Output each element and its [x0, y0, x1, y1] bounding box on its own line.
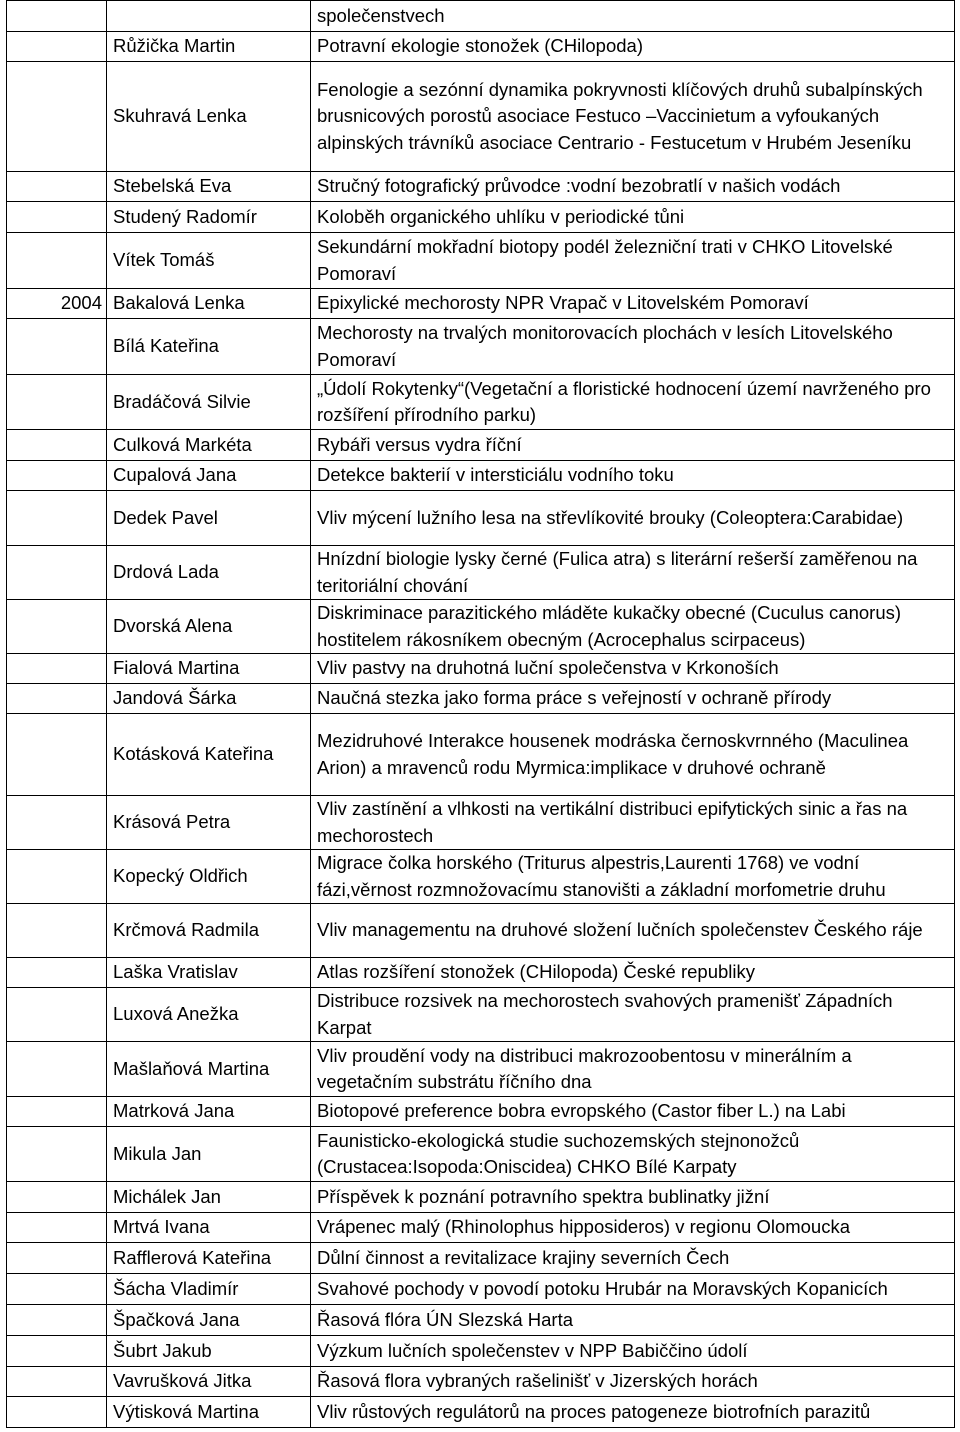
author-name: Špačková Jana	[107, 1305, 311, 1336]
author-name: Krčmová Radmila	[107, 904, 311, 958]
year-cell	[7, 172, 107, 202]
thesis-title: Vliv proudění vody na distribuci makrozoobentosu v minerálním a vegetačním substrátu říčního dna	[311, 1042, 955, 1097]
year-cell	[7, 958, 107, 988]
year-cell	[7, 1182, 107, 1213]
table-row	[7, 1367, 955, 1397]
author-name: Kopecký Oldřich	[107, 850, 311, 904]
author-name: Bílá Kateřina	[107, 319, 311, 375]
table-row	[7, 32, 955, 62]
author-name: Drdová Lada	[107, 546, 311, 600]
year-cell	[7, 1397, 107, 1428]
thesis-title: Důlní činnost a revitalizace krajiny severních Čech	[311, 1243, 955, 1274]
author-name: Růžička Martin	[107, 32, 311, 62]
thesis-title: Atlas rozšíření stonožek (CHilopoda) České republiky	[311, 958, 955, 988]
table-row	[7, 1274, 955, 1305]
year-cell	[7, 375, 107, 430]
thesis-title: Biotopové preference bobra evropského (Castor fiber L.) na Labi	[311, 1097, 955, 1127]
thesis-title: Výzkum lučních společenstev v NPP Babiččino údolí	[311, 1336, 955, 1367]
thesis-title: Epixylické mechorosty NPR Vrapač v Litovelském Pomoraví	[311, 289, 955, 319]
year-cell: 2004	[7, 289, 107, 319]
thesis-title: Distribuce rozsivek na mechorostech svahových pramenišť Západních Karpat	[311, 988, 955, 1042]
author-name: Luxová Anežka	[107, 988, 311, 1042]
year-cell	[7, 319, 107, 375]
thesis-title: Vliv pastvy na druhotná luční společenstva v Krkonoších	[311, 654, 955, 684]
year-cell	[7, 600, 107, 654]
table-row	[7, 62, 955, 172]
year-cell	[7, 1336, 107, 1367]
table-row	[7, 1243, 955, 1274]
author-name: Michálek Jan	[107, 1182, 311, 1213]
table-row	[7, 319, 955, 375]
table-row	[7, 172, 955, 202]
author-name: Bradáčová Silvie	[107, 375, 311, 430]
thesis-title: Koloběh organického uhlíku v periodické tůni	[311, 202, 955, 233]
year-cell	[7, 32, 107, 62]
author-name: Bakalová Lenka	[107, 289, 311, 319]
year-cell	[7, 491, 107, 546]
author-name: Výtisková Martina	[107, 1397, 311, 1428]
thesis-title: Stručný fotografický průvodce :vodní bezobratlí v našich vodách	[311, 172, 955, 202]
year-cell	[7, 904, 107, 958]
year-cell	[7, 1213, 107, 1243]
author-name: Dedek Pavel	[107, 491, 311, 546]
table-row	[7, 904, 955, 958]
table-row	[7, 491, 955, 546]
author-name: Dvorská Alena	[107, 600, 311, 654]
thesis-title: Vliv zastínění a vlhkosti na vertikální distribuci epifytických sinic a řas na mechorostech	[311, 796, 955, 850]
year-cell	[7, 430, 107, 461]
author-name: Stebelská Eva	[107, 172, 311, 202]
thesis-title: společenstvech	[311, 1, 955, 32]
author-name: Laška Vratislav	[107, 958, 311, 988]
thesis-title: Rybáři versus vydra říční	[311, 430, 955, 461]
thesis-table	[6, 0, 955, 1428]
thesis-title: Mechorosty na trvalých monitorovacích plochách v lesích Litovelského Pomoraví	[311, 319, 955, 375]
table-row	[7, 289, 955, 319]
thesis-table-body	[7, 1, 955, 1428]
thesis-title: Vliv managementu na druhové složení lučních společenstev Českého ráje	[311, 904, 955, 958]
author-name: Fialová Martina	[107, 654, 311, 684]
table-row	[7, 1, 955, 32]
year-cell	[7, 202, 107, 233]
author-name: Vavrušková Jitka	[107, 1367, 311, 1397]
author-name: Skuhravá Lenka	[107, 62, 311, 172]
thesis-title: „Údolí Rokytenky“(Vegetační a floristické hodnocení území navrženého pro rozšíření přírodního parku)	[311, 375, 955, 430]
table-row	[7, 600, 955, 654]
thesis-title: Řasová flóra ÚN Slezská Harta	[311, 1305, 955, 1336]
thesis-title: Řasová flora vybraných rašelinišť v Jizerských horách	[311, 1367, 955, 1397]
table-row	[7, 714, 955, 796]
table-row	[7, 654, 955, 684]
year-cell	[7, 461, 107, 491]
thesis-title: Sekundární mokřadní biotopy podél železniční trati v CHKO Litovelské Pomoraví	[311, 233, 955, 289]
year-cell	[7, 1305, 107, 1336]
table-row	[7, 1182, 955, 1213]
table-row	[7, 546, 955, 600]
year-cell	[7, 1127, 107, 1182]
author-name: Cupalová Jana	[107, 461, 311, 491]
table-row	[7, 988, 955, 1042]
year-cell	[7, 1243, 107, 1274]
table-row	[7, 461, 955, 491]
author-name: Jandová Šárka	[107, 684, 311, 714]
author-name: Šubrt Jakub	[107, 1336, 311, 1367]
year-cell	[7, 1367, 107, 1397]
table-row	[7, 796, 955, 850]
thesis-title: Detekce bakterií v intersticiálu vodního toku	[311, 461, 955, 491]
table-row	[7, 850, 955, 904]
year-cell	[7, 1, 107, 32]
author-name: Šácha Vladimír	[107, 1274, 311, 1305]
author-name: Culková Markéta	[107, 430, 311, 461]
thesis-title: Diskriminace parazitického mláděte kukačky obecné (Cuculus canorus) hostitelem rákosníkem obecným (Acrocephalus scirpaceus)	[311, 600, 955, 654]
thesis-title: Svahové pochody v povodí potoku Hrubár na Moravských Kopanicích	[311, 1274, 955, 1305]
author-name: Matrková Jana	[107, 1097, 311, 1127]
author-name	[107, 1, 311, 32]
author-name: Mrtvá Ivana	[107, 1213, 311, 1243]
table-row	[7, 1042, 955, 1097]
author-name: Vítek Tomáš	[107, 233, 311, 289]
thesis-title: Naučná stezka jako forma práce s veřejností v ochraně přírody	[311, 684, 955, 714]
thesis-title: Potravní ekologie stonožek (CHilopoda)	[311, 32, 955, 62]
year-cell	[7, 546, 107, 600]
thesis-title: Fenologie a sezónní dynamika pokryvnosti klíčových druhů subalpínských brusnicových porostů asociace Festuco –Vaccinietum a vyfoukaných alpinských trávníků asociace Centrario - Festucetum v Hrubém Jeseníku	[311, 62, 955, 172]
year-cell	[7, 1274, 107, 1305]
year-cell	[7, 233, 107, 289]
table-row	[7, 202, 955, 233]
thesis-title: Vrápenec malý (Rhinolophus hipposideros) v regionu Olomoucka	[311, 1213, 955, 1243]
table-row	[7, 430, 955, 461]
year-cell	[7, 796, 107, 850]
table-row	[7, 1305, 955, 1336]
year-cell	[7, 684, 107, 714]
thesis-title: Faunisticko-ekologická studie suchozemských stejnonožců (Crustacea:Isopoda:Oniscidea) CHKO Bílé Karpaty	[311, 1127, 955, 1182]
table-row	[7, 1213, 955, 1243]
table-row	[7, 1127, 955, 1182]
table-row	[7, 1336, 955, 1367]
year-cell	[7, 1042, 107, 1097]
table-row	[7, 233, 955, 289]
author-name: Mikula Jan	[107, 1127, 311, 1182]
author-name: Studený Radomír	[107, 202, 311, 233]
year-cell	[7, 714, 107, 796]
author-name: Rafflerová Kateřina	[107, 1243, 311, 1274]
thesis-title: Hnízdní biologie lysky černé (Fulica atra) s literární rešerší zaměřenou na teritoriální chování	[311, 546, 955, 600]
year-cell	[7, 62, 107, 172]
year-cell	[7, 988, 107, 1042]
author-name: Kotásková Kateřina	[107, 714, 311, 796]
table-row	[7, 1097, 955, 1127]
table-row	[7, 958, 955, 988]
thesis-title: Vliv růstových regulátorů na proces patogeneze biotrofních parazitů	[311, 1397, 955, 1428]
author-name: Krásová Petra	[107, 796, 311, 850]
thesis-title: Mezidruhové Interakce housenek modráska černoskvrnného (Maculinea Arion) a mravenců rodu Myrmica:implikace v druhové ochraně	[311, 714, 955, 796]
year-cell	[7, 654, 107, 684]
thesis-title: Příspěvek k poznání potravního spektra bublinatky jižní	[311, 1182, 955, 1213]
table-row	[7, 684, 955, 714]
thesis-title: Migrace čolka horského (Triturus alpestris,Laurenti 1768) ve vodní fázi,věrnost rozmnožovacímu stanovišti a základní morfometrie druhu	[311, 850, 955, 904]
year-cell	[7, 850, 107, 904]
author-name: Mašlaňová Martina	[107, 1042, 311, 1097]
table-row	[7, 1397, 955, 1428]
table-row	[7, 375, 955, 430]
thesis-title: Vliv mýcení lužního lesa na střevlíkovité brouky (Coleoptera:Carabidae)	[311, 491, 955, 546]
year-cell	[7, 1097, 107, 1127]
